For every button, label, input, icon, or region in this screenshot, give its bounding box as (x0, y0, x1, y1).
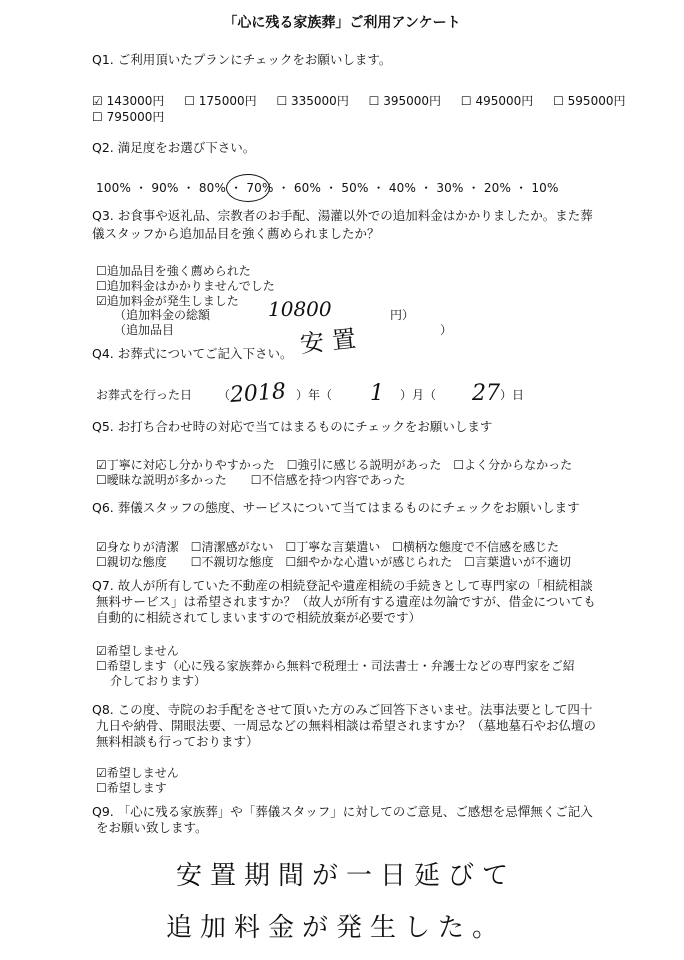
q9-answer-line2[interactable]: 追加料金が発生した。 (166, 913, 507, 943)
q5-options-row2[interactable]: ☐曖昧な説明が多かった ☐不信感を持つ内容であった (96, 473, 406, 487)
q1-option-175000[interactable]: ☐ 175000円 (184, 94, 257, 108)
page-title: 「心に残る家族葬」ご利用アンケート (223, 15, 461, 31)
q8-question-line1: Q8. この度、寺院のお手配をさせて頂いた方のみご回答下さいませ。法事法要として四十 (92, 702, 593, 717)
q1-option-495000[interactable]: ☐ 495000円 (460, 94, 534, 108)
q4-year-open: （ (218, 388, 231, 402)
q7-question-line3: 自動的に相続されてしまいますので相続放棄が必要です） (96, 610, 422, 625)
q4-year-value[interactable]: 2018 (229, 379, 287, 408)
q4-date-label: お葬式を行った日 (96, 388, 193, 402)
q4-day-value[interactable]: 27 (472, 381, 500, 406)
q1-option-595000[interactable]: ☐ 595000円 (553, 94, 626, 108)
q5-options-row1[interactable]: ☑丁寧に対応し分かりやすかった ☐強引に感じる説明があった ☐よく分からなかった (96, 458, 573, 472)
q3-item-value[interactable]: 安置 (298, 323, 366, 359)
q3-option-strongly-recommended[interactable]: ☐追加品目を強く薦められた (96, 264, 251, 278)
q8-question-line3: 無料相談も行っております） (96, 734, 259, 749)
q2-selected-circle (226, 174, 270, 202)
q7-option-no[interactable]: ☑希望しません (96, 644, 179, 658)
q4-month-unit: ）月（ (400, 388, 437, 402)
q3-total-label: （追加料金の総額 (114, 308, 211, 322)
q6-question: Q6. 葬儀スタッフの態度、サービスについて当てはまるものにチェックをお願いします (92, 500, 580, 515)
q7-question-line2: 無料サービス」は希望されますか？（故人が所有する遺産は勿論ですが、借金についても (96, 594, 596, 609)
q4-question: Q4. お葬式についてご記入下さい。 (92, 346, 293, 361)
q3-item-close: ） (440, 323, 453, 337)
q1-options-row1 (92, 94, 641, 110)
q2-satisfaction-scale[interactable]: 100% ・ 90% ・ 80% ・ 70% ・ 60% ・ 50% ・ 40% ・ 30% ・ 20% ・ 10% (96, 181, 559, 195)
q8-question-line2: 九日や納骨、開眼法要、一周忌などの無料相談は希望されますか？（墓地墓石やお仏壇の (96, 718, 597, 733)
q7-question-line1: Q7. 故人が所有していた不動産の相続登記や遺産相続の手続きとして専門家の「相続相談 (92, 578, 593, 593)
q9-answer-line1[interactable]: 安置期間が一日延びて (176, 861, 517, 891)
q4-day-unit: ）日 (500, 388, 525, 402)
q3-total-value[interactable]: 10800 (268, 297, 332, 321)
q5-question: Q5. お打ち合わせ時の対応で当てはまるものにチェックをお願いします (92, 419, 493, 434)
q7-option-yes[interactable]: ☐希望します（心に残る家族葬から無料で税理士・司法書士・弁護士などの専門家をご紹 (96, 659, 575, 673)
q1-option-335000[interactable]: ☐ 335000円 (276, 94, 349, 108)
q3-question-line1: Q3. お食事や返礼品、宗教者のお手配、湯灌以外での追加料金はかかりましたか。また葬 (92, 208, 593, 223)
q9-question-line1: Q9. 「心に残る家族葬」や「葬儀スタッフ」に対してのご意見、ご感想を忌憚無くご記入 (92, 804, 593, 819)
q3-question-line2: 儀スタッフから追加品目を強く薦められましたか？ (92, 226, 380, 241)
q1-question: Q1. ご利用頂いたプランにチェックをお願いします。 (92, 52, 392, 67)
q3-item-label: （追加品目 (114, 323, 175, 337)
q8-option-yes[interactable]: ☐希望します (96, 781, 167, 795)
q6-options-row2[interactable]: ☐親切な態度 ☐不親切な態度 ☐細やかな心遣いが感じられた ☐言葉遣いが不適切 (96, 555, 572, 569)
q7-option-yes-cont: 介しております） (110, 674, 207, 688)
q3-total-unit: 円） (390, 308, 415, 322)
q1-option-143000[interactable]: ☑ 143000円 (92, 94, 165, 108)
q8-option-no[interactable]: ☑希望しません (96, 766, 179, 780)
q6-options-row1[interactable]: ☑身なりが清潔 ☐清潔感がない ☐丁寧な言葉遣い ☐横柄な態度で不信感を感じた (96, 540, 560, 554)
q9-question-line2: をお願い致します。 (96, 820, 208, 835)
q3-option-extra-charged[interactable]: ☑追加料金が発生しました (96, 294, 239, 308)
q4-month-value[interactable]: 1 (370, 381, 384, 406)
q3-option-no-extra[interactable]: ☐追加料金はかかりませんでした (96, 279, 275, 293)
q1-option-395000[interactable]: ☐ 395000円 (368, 94, 442, 108)
q1-option-795000[interactable]: ☐ 795000円 (92, 110, 165, 124)
q4-year-unit: ）年（ (296, 388, 333, 402)
q2-question: Q2. 満足度をお選び下さい。 (92, 140, 256, 155)
